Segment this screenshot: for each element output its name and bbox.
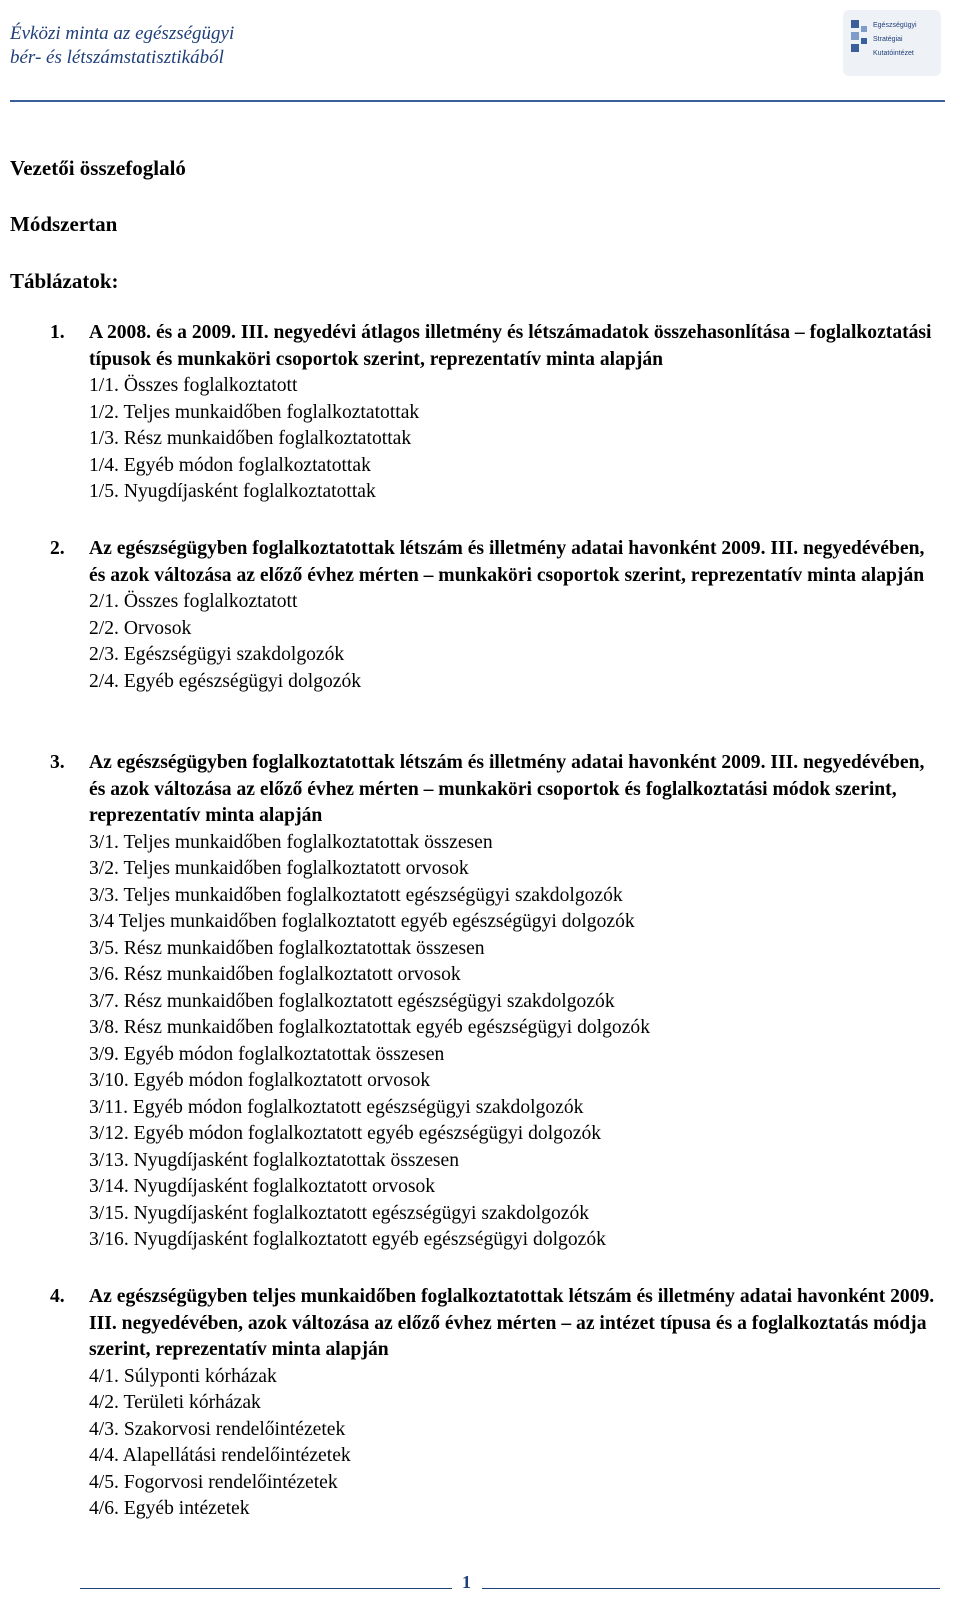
toc-subitem: 3/16. Nyugdíjasként foglalkoztatott egyéb egészségügyi dolgozók — [89, 1229, 606, 1250]
toc-subitem: 4/4. Alapellátási rendelőintézetek — [89, 1445, 351, 1466]
toc-entry-3 — [50, 750, 945, 1254]
footer-rule-right — [482, 1588, 940, 1589]
toc-entry-number: 4. — [50, 1286, 65, 1307]
toc-subitem: 2/3. Egészségügyi szakdolgozók — [89, 644, 345, 665]
toc-subitem: 3/3. Teljes munkaidőben foglalkoztatott egészségügyi szakdolgozók — [89, 884, 623, 906]
toc-entry-1 — [50, 320, 945, 506]
toc-subitem: 3/15. Nyugdíjasként foglalkoztatott egészségügyi szakdolgozók — [89, 1202, 590, 1224]
toc-subitem: 1/3. Rész munkaidőben foglalkoztatottak — [89, 428, 412, 449]
institute-logo — [843, 10, 941, 76]
toc-entry-title-text: Az egészségügyben foglalkoztatottak létszám és illetmény adatai havonként 2009. III. negyedévében, és azok változása az előző évhez mérten – munkaköri csoportok és foglalkoztatási módok szerint, reprezentatív minta alapján — [89, 752, 925, 826]
section-methodology: Módszertan — [10, 212, 118, 236]
logo-text-3: Kutatóintézet — [873, 50, 914, 57]
section-tables: Táblázatok: — [10, 269, 119, 293]
toc-subitem: 3/14. Nyugdíjasként foglalkoztatott orvosok — [89, 1176, 436, 1197]
toc-subitem: 3/12. Egyéb módon foglalkoztatott egyéb egészségügyi dolgozók — [89, 1123, 602, 1144]
page-header — [10, 22, 945, 102]
toc-entry-title — [50, 320, 945, 373]
toc-subitem: 1/2. Teljes munkaidőben foglalkoztatottak — [89, 401, 420, 423]
toc-subitem: 2/4. Egyéb egészségügyi dolgozók — [89, 670, 362, 692]
logo-text-1: Egészségügyi — [873, 22, 917, 29]
toc-subitem: 3/6. Rész munkaidőben foglalkoztatott orvosok — [89, 964, 461, 985]
toc-entry-title — [50, 1284, 945, 1364]
toc-subitem: 4/3. Szakorvosi rendelőintézetek — [89, 1418, 346, 1440]
footer-rule-left — [80, 1588, 452, 1589]
header-title-line-1: Évközi minta az egészségügyi — [10, 23, 235, 44]
toc-entry-title — [50, 750, 945, 830]
toc-subitem: 3/10. Egyéb módon foglalkoztatott orvosok — [89, 1070, 431, 1091]
toc-subitem: 3/13. Nyugdíjasként foglalkoztatottak összesen — [89, 1149, 460, 1171]
toc-subitem: 3/8. Rész munkaidőben foglalkoztatottak egyéb egészségügyi dolgozók — [89, 1017, 650, 1038]
toc-entry-number: 2. — [50, 538, 65, 559]
toc-subitem: 1/1. Összes foglalkoztatott — [89, 375, 298, 396]
toc-entry-title-text: Az egészségügyben foglalkoztatottak létszám és illetmény adatai havonként 2009. III. negyedévében, és azok változása az előző évhez mérten – munkaköri csoportok szerint, reprezentatív minta alapján — [89, 538, 925, 586]
toc-subitem: 4/5. Fogorvosi rendelőintézetek — [89, 1471, 338, 1493]
section-summary: Vezetői összefoglaló — [10, 156, 186, 180]
toc-subitem: 2/2. Orvosok — [89, 617, 192, 639]
toc-entry-4 — [50, 1284, 945, 1523]
toc-subitem: 3/9. Egyéb módon foglalkoztatottak összesen — [89, 1043, 445, 1065]
toc-subitem: 1/5. Nyugdíjasként foglalkoztatottak — [89, 481, 376, 502]
page-number: 1 — [462, 1572, 471, 1592]
toc-entry-2 — [50, 536, 945, 695]
toc-subitem: 1/4. Egyéb módon foglalkoztatottak — [89, 454, 371, 476]
toc-entry-number: 3. — [50, 752, 65, 773]
toc-entry-title-text: A 2008. és a 2009. III. negyedévi átlagos illetmény és létszámadatok összehasonlítása – foglalkoztatási típusok és munkaköri csoportok szerint, reprezentatív minta alapján — [89, 322, 932, 370]
toc-entry-title-text: Az egészségügyben teljes munkaidőben foglalkoztatottak létszám és illetmény adatai havonként 2009. III. negyedévében, azok változása az előző évhez mérten – az intézet típusa és a foglalkoztatás módja szerint, reprezentatív minta alapján — [89, 1286, 935, 1360]
toc-subitem: 4/6. Egyéb intézetek — [89, 1498, 250, 1519]
toc-entry-number: 1. — [50, 322, 65, 343]
logo-text-2: Stratégiai — [873, 36, 903, 43]
toc-subitem: 4/2. Területi kórházak — [89, 1392, 261, 1413]
toc-subitem: 3/11. Egyéb módon foglalkoztatott egészségügyi szakdolgozók — [89, 1096, 584, 1118]
toc-subitem: 3/5. Rész munkaidőben foglalkoztatottak összesen — [89, 937, 485, 959]
toc-subitem: 3/2. Teljes munkaidőben foglalkoztatott orvosok — [89, 858, 469, 879]
toc-subitem: 2/1. Összes foglalkoztatott — [89, 591, 298, 612]
header-title-line-2: bér- és létszámstatisztikából — [10, 47, 224, 68]
toc-entry-title — [50, 536, 945, 589]
logo-graphic — [843, 10, 941, 76]
toc-subitem: 3/7. Rész munkaidőben foglalkoztatott egészségügyi szakdolgozók — [89, 990, 615, 1012]
toc-subitem: 3/1. Teljes munkaidőben foglalkoztatottak összesen — [89, 831, 493, 853]
page-footer — [80, 1572, 940, 1594]
toc-subitem: 3/4 Teljes munkaidőben foglalkoztatott egyéb egészségügyi dolgozók — [89, 911, 635, 932]
toc-subitem: 4/1. Súlyponti kórházak — [89, 1365, 277, 1387]
